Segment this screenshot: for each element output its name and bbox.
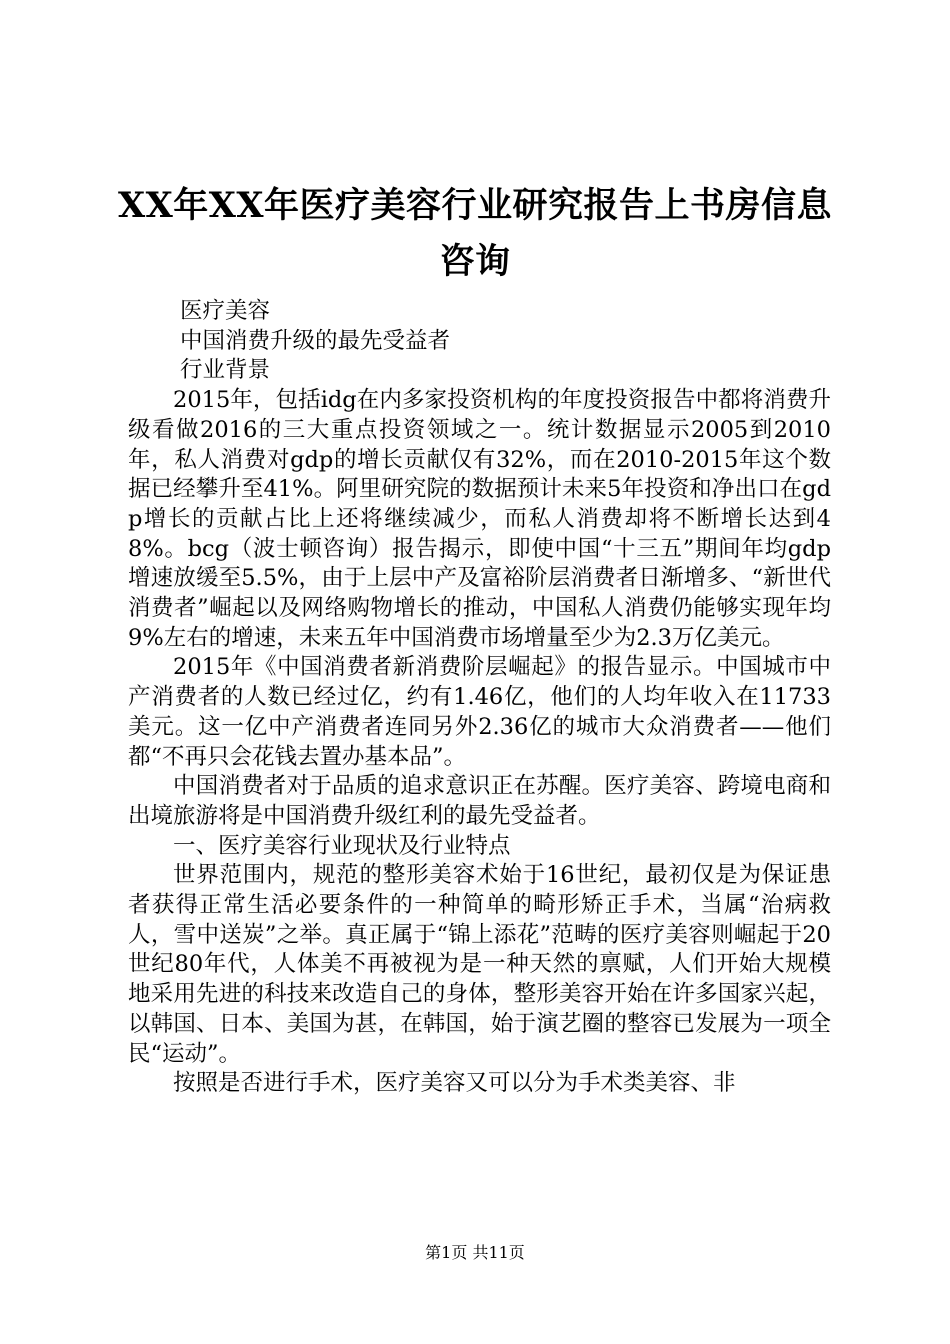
document-title: XX年XX年医疗美容行业研究报告上书房信息咨询	[117, 185, 833, 282]
section-label: 行业背景	[180, 357, 271, 384]
body-paragraph: 世界范围内，规范的整形美容术始于16世纪，最初仅是为保证患者获得正常生活必要条件的一种简单的畸形矫正手术，当属“治病救人，雪中送炭”之举。真正属于“锦上添花”范畴的医疗美容则崛起于20世纪80年代，人体美不再被视为是一种天然的禀赋，人们开始大规模地采用先进的科技来改造自己的身体，整形美容开始在许多国家兴起，以韩国、日本、美国为甚，在韩国，始于演艺圈的整容已发展为一项全民“运动”。	[128, 862, 831, 1067]
body-paragraph: 按照是否进行手术，医疗美容又可以分为手术类美容、非	[173, 1070, 736, 1097]
document-body	[128, 297, 831, 1099]
body-paragraph: 中国消费者对于品质的追求意识正在苏醒。医疗美容、跨境电商和出境旅游将是中国消费升级红利的最先受益者。	[128, 773, 831, 829]
page-footer: 第1页 共11页	[425, 1243, 525, 1262]
body-paragraph: 2015年《中国消费者新消费阶层崛起》的报告显示。中国城市中产消费者的人数已经过亿，约有1.46亿，他们的人均年收入在11733美元。这一亿中产消费者连同另外2.36亿的城市大众消费者——他们都“不再只会花钱去置办基本品”。	[128, 654, 831, 770]
body-paragraph: 2015年，包括idg在内多家投资机构的年度投资报告中都将消费升级看做2016的三大重点投资领域之一。统计数据显示2005到2010年，私人消费对gdp的增长贡献仅有32%，而在2010-2015年这个数据已经攀升至41%。阿里研究院的数据预计未来5年投资和净出口在gdp增长的贡献占比上还将继续减少，而私人消费却将不断增长达到48%。bcg（波士顿咨询）报告揭示，即使中国“十三五”期间年均gdp增速放缓至5.5%，由于上层中产及富裕阶层消费者日渐增多、“新世代消费者”崛起以及网络购物增长的推动，中国私人消费仍能够实现年均9%左右的增速，未来五年中国消费市场增量至少为2.3万亿美元。	[128, 387, 831, 651]
section-heading: 一、医疗美容行业现状及行业特点	[173, 832, 511, 859]
section-label: 医疗美容	[180, 298, 271, 324]
section-label: 中国消费升级的最先受益者	[180, 327, 451, 354]
